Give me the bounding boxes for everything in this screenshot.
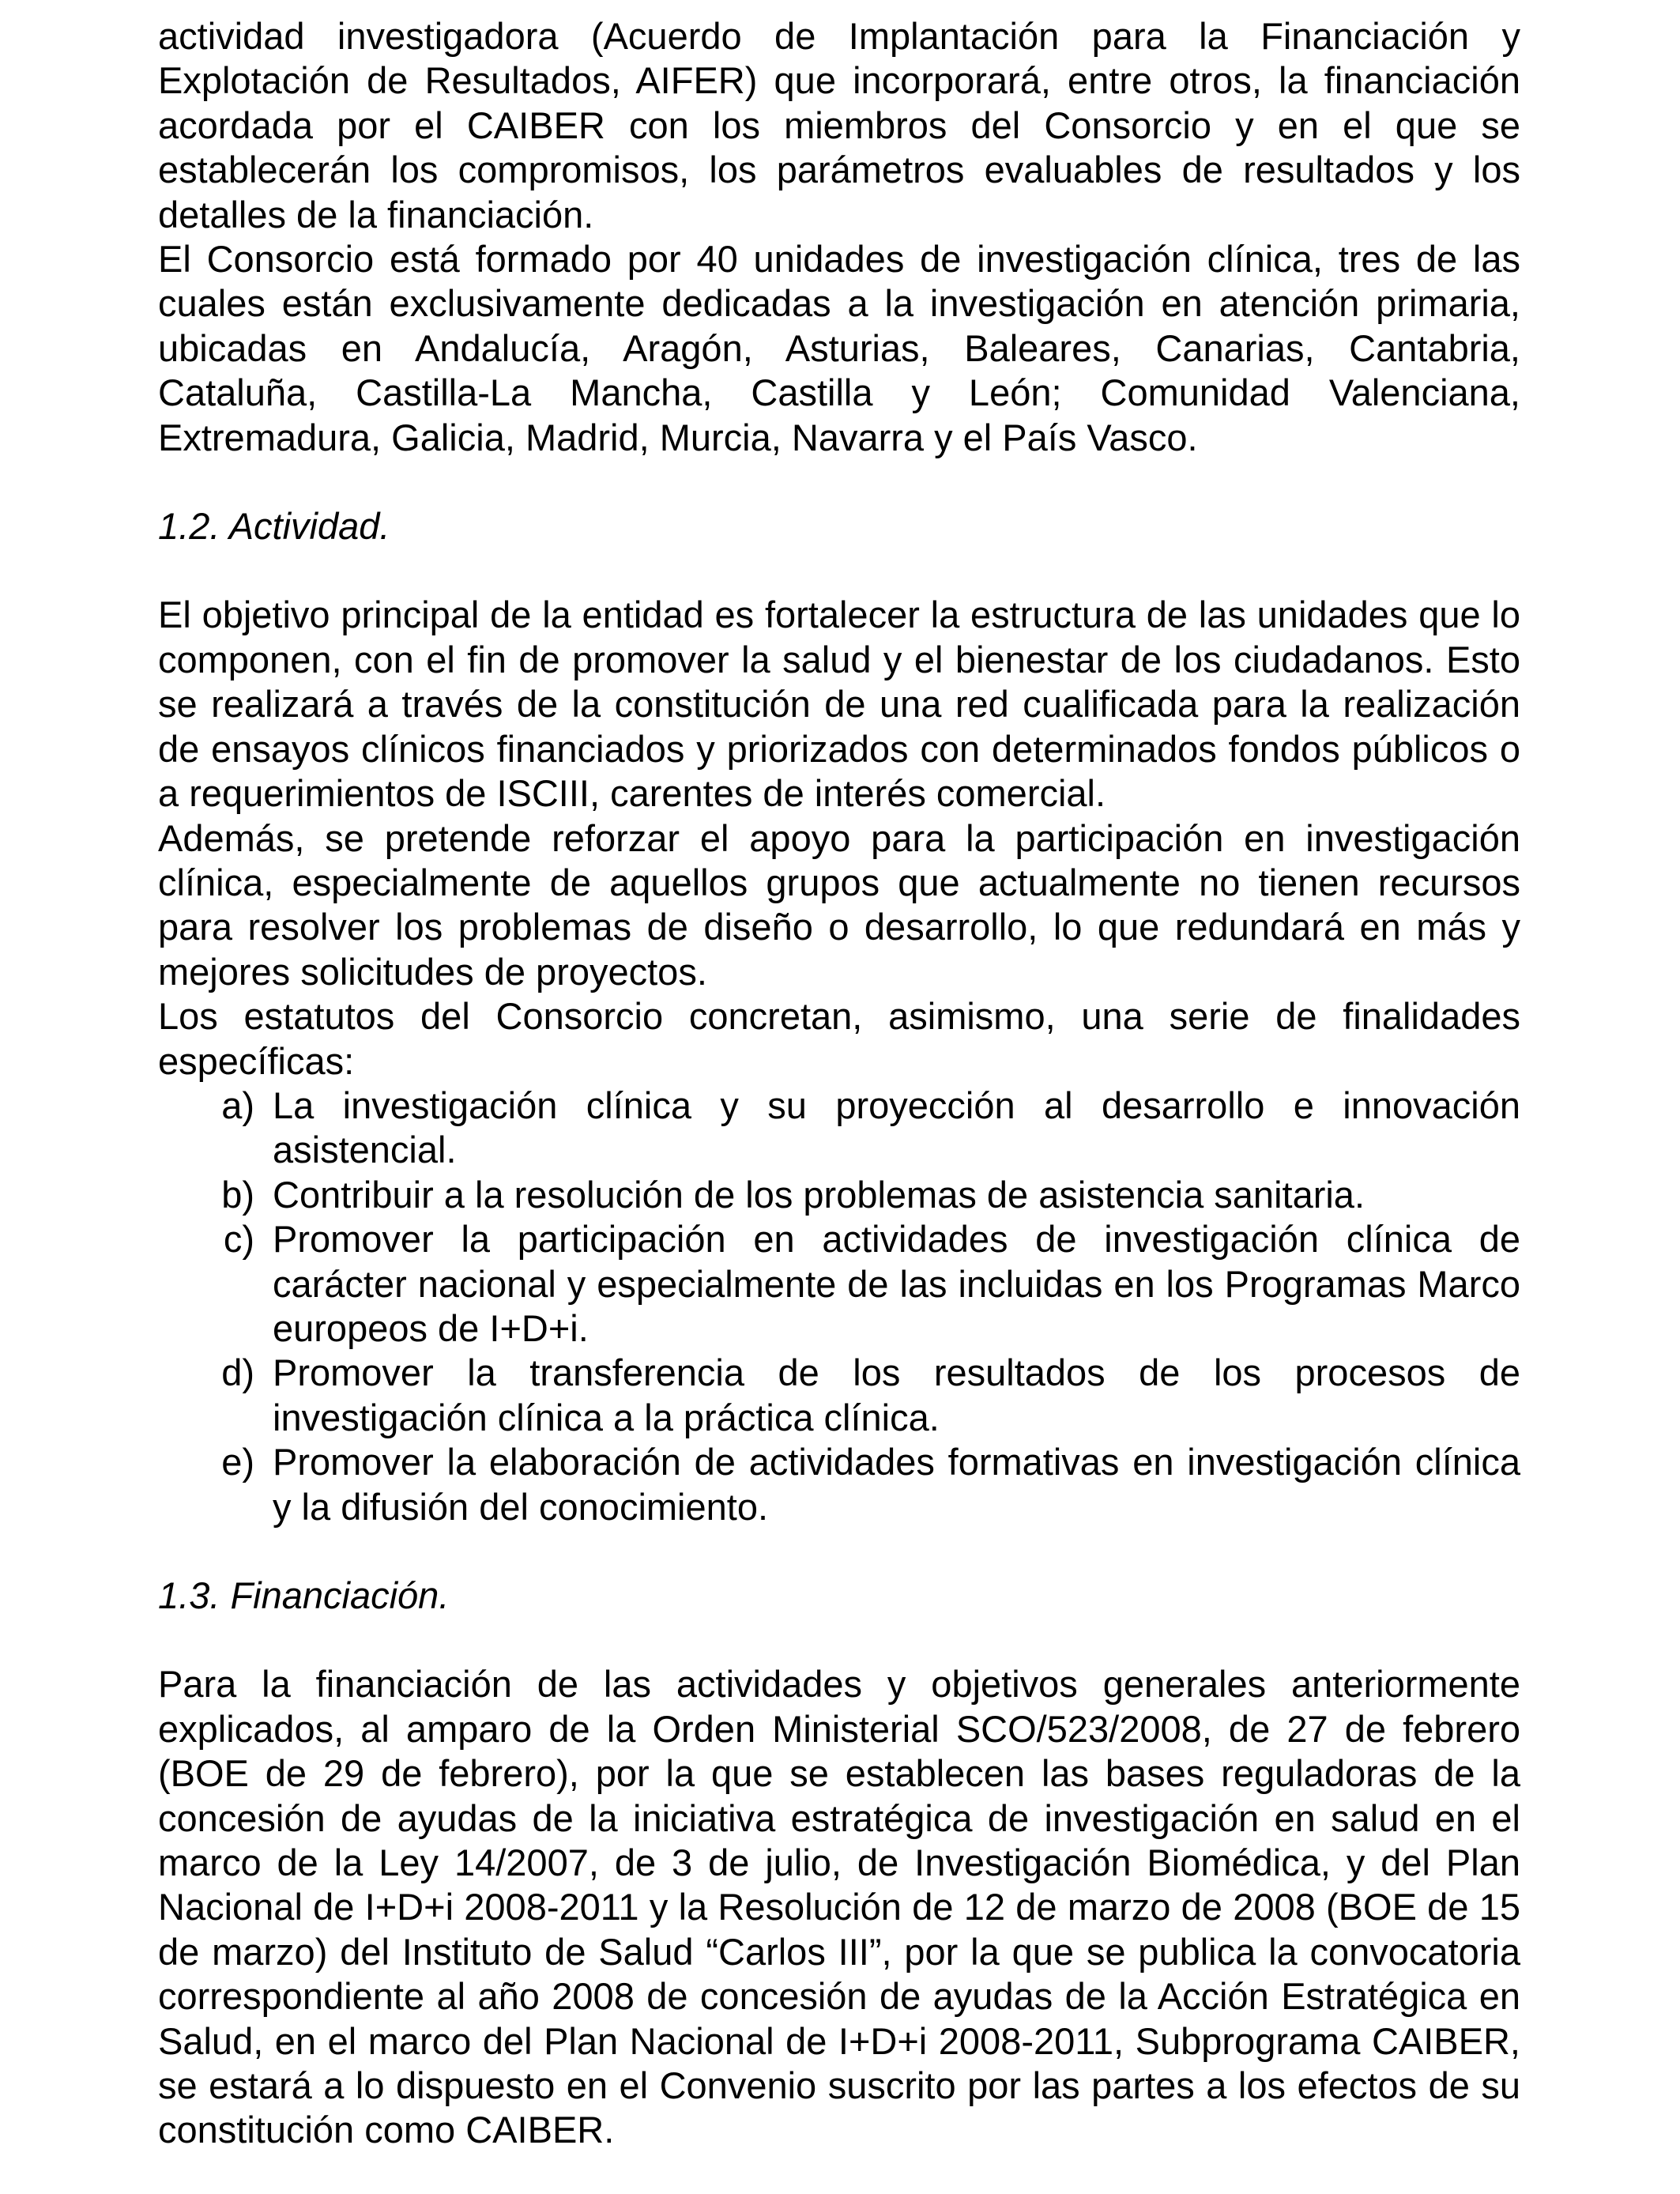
paragraph-objetivo: El objetivo principal de la entidad es fortalecer la estructura de las unidades que lo componen, con el fin de promover la salud y el bienestar de los ciudadanos. Esto se realizará a través de la constitución de una red cualificada para la realización de ensayos clínicos financiados y priorizados con determinados fondos públicos o a requerimientos de ISCIII, carentes de interés comercial. [158, 594, 1520, 815]
finalidades-list [158, 1084, 1520, 1529]
list-item [158, 1351, 1520, 1440]
document-page [158, 14, 1520, 2153]
list-item [158, 1217, 1520, 1351]
list-item-text: Contribuir a la resolución de los problemas de asistencia sanitaria. [273, 1173, 1365, 1216]
list-marker: a) [221, 1084, 254, 1126]
section-heading-financiacion: 1.3. Financiación. [158, 1574, 450, 1616]
list-item [158, 1084, 1520, 1173]
list-marker: c) [223, 1218, 254, 1261]
list-item-text: Promover la participación en actividades de investigación clínica de carácter nacional y especialmente de las incluidas en los Programas Marco europeos de I+D+i. [273, 1218, 1520, 1349]
list-marker: b) [221, 1173, 254, 1216]
paragraph-financiacion: Para la financiación de las actividades y objetivos generales anteriormente explicados, al amparo de la Orden Ministerial SCO/523/2008, de 27 de febrero (BOE de 29 de febrero), por la que se establecen las bases reguladoras de la concesión de ayudas de la iniciativa estratégica de investigación en salud en el marco de la Ley 14/2007, de 3 de julio, de Investigación Biomédica, y del Plan Nacional de I+D+i 2008-2011 y la Resolución de 12 de marzo de 2008 (BOE de 15 de marzo) del Instituto de Salud “Carlos III”, por la que se publica la convocatoria correspondiente al año 2008 de concesión de ayudas de la Acción Estratégica en Salud, en el marco del Plan Nacional de I+D+i 2008-2011, Subprograma CAIBER, se estará a lo dispuesto en el Convenio suscrito por las partes a los efectos de su constitución como CAIBER. [158, 1663, 1520, 2151]
list-item [158, 1440, 1520, 1529]
list-item-text: La investigación clínica y su proyección al desarrollo e innovación asistencial. [273, 1084, 1520, 1171]
paragraph-estatutos: Los estatutos del Consorcio concretan, asimismo, una serie de finalidades específicas: [158, 995, 1520, 1082]
paragraph-apoyo: Además, se pretende reforzar el apoyo para la participación en investigación clínica, especialmente de aquellos grupos que actualmente no tienen recursos para resolver los problemas de diseño o desarrollo, lo que redundará en más y mejores solicitudes de proyectos. [158, 816, 1520, 993]
list-item [158, 1173, 1520, 1217]
list-item-text: Promover la elaboración de actividades formativas en investigación clínica y la difusión del conocimiento. [273, 1441, 1520, 1528]
list-marker: e) [221, 1441, 254, 1483]
section-heading-actividad: 1.2. Actividad. [158, 505, 390, 548]
paragraph-consorcio-members: El Consorcio está formado por 40 unidades de investigación clínica, tres de las cuales están exclusivamente dedicadas a la investigación en atención primaria, ubicadas en Andalucía, Aragón, Asturias, Baleares, Canarias, Cantabria, Cataluña, Castilla-La Mancha, Castilla y León; Comunidad Valenciana, Extremadura, Galicia, Madrid, Murcia, Navarra y el País Vasco. [158, 238, 1520, 458]
paragraph-intro-continuation: actividad investigadora (Acuerdo de Implantación para la Financiación y Explotación de Resultados, AIFER) que incorporará, entre otros, la financiación acordada por el CAIBER con los miembros del Consorcio y en el que se establecerán los compromisos, los parámetros evaluables de resultados y los detalles de la financiación. [158, 15, 1520, 236]
list-item-text: Promover la transferencia de los resultados de los procesos de investigación clínica a la práctica clínica. [273, 1351, 1520, 1438]
list-marker: d) [221, 1351, 254, 1394]
